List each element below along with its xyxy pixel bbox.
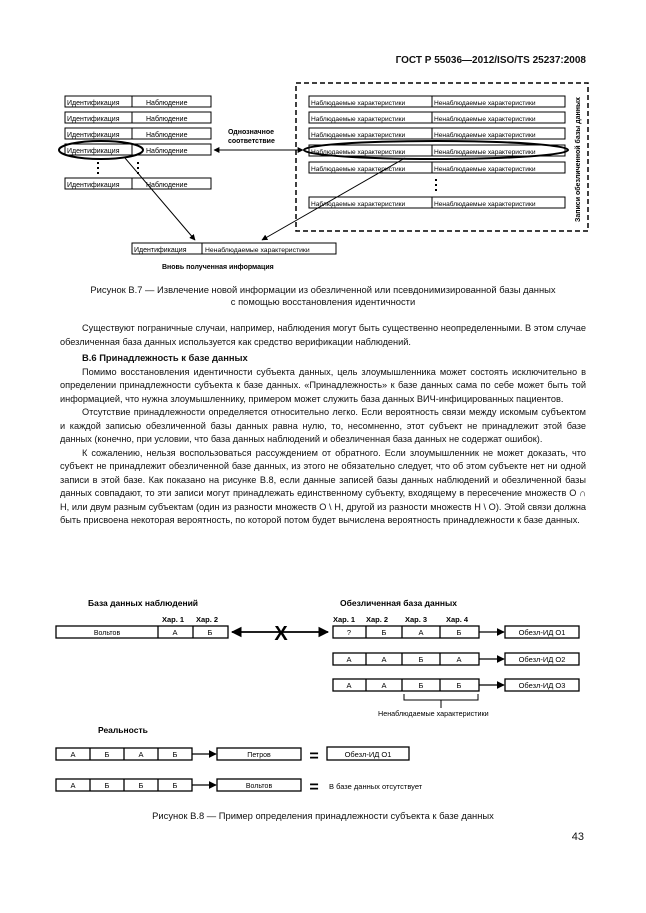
right-header-2: Хар. 2 [366,615,389,624]
section-heading-b6: B.6 Принадлежность к базе данных [82,352,248,363]
figure-b8-anon-rows-1-cells-1: А [381,655,387,664]
figure-b7-unobserved: Ненаблюдаемые характеристики [434,166,536,173]
unobserved-label: Ненаблюдаемые характеристики [378,709,489,718]
anon-row-1 [333,626,579,638]
figure-b7-caption-line1: Рисунок B.7 — Извлечение новой информации из обезличенной или псевдонимизированной базы данных [90,284,556,295]
right-header-1: Хар. 1 [333,615,356,624]
obs-record-1 [65,96,211,107]
obs-obs-2: Наблюдение [146,116,188,123]
obs-record-5 [65,178,211,189]
anon-row-1-id: Обезл-ИД О1 [518,628,566,637]
observation-db-records [65,96,211,189]
figure-b7-caption [60,284,586,308]
arrow-left-to-new [125,158,195,240]
figure-b8-result-rows-0-cells-3: Б [172,750,178,759]
result-row-2 [56,779,423,796]
figure-b8-anon-rows-1-cells-3: А [456,655,462,664]
left-header-1: Хар. 1 [162,615,185,624]
figure-b8-result-rows-0-cells-0: А [70,750,76,759]
figure-b7-observed: Наблюдаемые характеристики [311,166,406,173]
unobserved-brace [404,694,478,708]
anon-record-6 [309,197,565,208]
new-info-record [132,243,336,254]
body-text [60,322,586,528]
obs-record-2 [65,112,211,123]
obs-ident-3: Идентификация [67,132,120,139]
anon-record-5 [309,162,565,173]
figure-b8-anon-rows-1-cells-2: Б [418,655,424,664]
left-header-2: Хар. 2 [196,615,219,624]
figure-b8-result-rows-1-cells-2: Б [138,781,144,790]
obs-ident-2: Идентификация [67,116,120,123]
figure-b7-ident: Идентификация [134,247,187,254]
page-number: 43 [571,831,584,843]
anon-db-title: Обезличенная база данных [340,598,457,608]
figure-b7-observed: Наблюдаемые характеристики [311,132,406,139]
figure-b8-result-rows-1-cells-1: Б [104,781,110,790]
figure-b8-anon-rows-2-cells-2: Б [418,681,424,690]
obs-dots [97,162,139,174]
right-header-3: Хар. 3 [405,615,428,624]
paragraph-1: Существуют пограничные случаи, например, наблюдения могут быть существенно неопределенными. В этом случае обезличенная база данных используется как средство верификации наблюдений. [60,323,586,347]
anon-row-3-id: Обезл-ИД О3 [518,681,566,690]
reality-title: Реальность [98,725,148,735]
obs-row-name: Вольтов [93,630,121,637]
figure-b7-unobserved: Ненаблюдаемые характеристики [434,149,536,156]
figure-b8-result-rows-1-cells-3: Б [172,781,178,790]
obs-ident-5: Идентификация [67,182,120,189]
figure-b8-anon-rows-0-cells-2: А [418,628,424,637]
figure-b8-anon-rows-2-cells-0: А [346,681,352,690]
result-row-2-result: В базе данных отсутствует [329,782,423,791]
anon-row-3 [333,679,579,691]
anon-record-2 [309,112,565,123]
paragraph-3: Отсутствие принадлежности определяется относительно легко. Если вероятность связи между искомым субъектом и каждой записью обезличенной базы данных равна нулю, то, несомненно, этот субъект не принадлежит этой базе данных (конечно, при условии, что база данных наблюдений и обезличенная база данных не содержат ошибок). [60,407,586,444]
figure-b7-caption-line2: с помощью восстановления идентичности [230,296,416,307]
obs-obs-1: Наблюдение [146,100,188,107]
figure-b8-anon-rows-0-cells-3: Б [456,628,462,637]
cross-mark: X [274,623,288,645]
figure-b7-unobserved: Ненаблюдаемые характеристики [434,100,536,107]
figure-b7-observed: Наблюдаемые характеристики [311,100,406,107]
paragraph-2: Помимо восстановления идентичности субъекта данных, цель злоумышленника может состоять исключительно в определении принадлежности субъекта к базе данных. «Принадлежность» к базе данных сама по себе может быть той информацией, что нужна злоумышленнику, примером может служить база данных ВИЧ-инфицированных пациентов. [60,366,586,404]
document-header: ГОСТ Р 55036—2012/ISO/TS 25237:2008 [395,55,586,66]
figure-b8-anon-rows-0-cells-0: ? [346,628,352,637]
figure-b7-new-unobserved: Ненаблюдаемые характеристики [205,247,310,254]
figure-b8-anon-rows-2-cells-1: А [381,681,387,690]
figure-b8-result-rows-0-cells-2: А [138,750,144,759]
obs-row-cell-1: А [172,628,178,637]
figure-b7-observed: Наблюдаемые характеристики [311,149,406,156]
obs-ident-1: Идентификация [67,100,120,107]
obs-db-title: База данных наблюдений [88,598,199,608]
anon-record-1 [309,96,565,107]
figure-b8-anon-rows-1-cells-0: А [346,655,352,664]
figure-b8-caption: Рисунок B.8 — Пример определения принадлежности субъекта к базе данных [152,810,494,821]
figure-b8-anon-rows-0-cells-1: Б [381,628,387,637]
anon-record-3 [309,128,565,139]
right-header-4: Хар. 4 [446,615,469,624]
figure-b7-observed: Наблюдаемые характеристики [311,116,406,123]
figure-b7-unobserved: Ненаблюдаемые характеристики [434,201,536,208]
figure-b8-anon-rows-2-cells-3: Б [456,681,462,690]
obs-obs-3: Наблюдение [146,132,188,139]
result-row-1-name: Петров [247,752,271,759]
result-row-1 [56,747,409,765]
anon-dots [435,179,437,191]
paragraph-4: К сожалению, нельзя воспользоваться рассуждением от обратного. Если злоумышленник не может доказать, что субъект не принадлежит обезличенной базе данных, из этого не обязательно следует, что об этом субъекте нет ни одной записи в этой базе. Как показано на рисунке B.8, если данные записей базы данных наблюдений и обезличенной базы данных совпадают, то эти записи могут принадлежать единственному субъекту, входящему в пересечение множеств O ∩ H, или двум разным субъектам (один из разности множеств O \ H, другой из разности множеств H \ O). Этой связи должна быть присвоена некоторая вероятность, по которой потом будет вычислена вероятность принадлежности к базе данных. [60,447,586,525]
figure-b8-diagram [0,590,646,800]
obs-obs-5: Наблюдение [146,182,188,189]
obs-obs-4: Наблюдение [146,148,188,155]
result-row-2-name: Вольтов [245,783,273,790]
new-info-label: Вновь полученная информация [162,264,274,271]
figure-b7-unobserved: Ненаблюдаемые характеристики [434,116,536,123]
obs-record-3 [65,128,211,139]
anon-row-2 [333,653,579,665]
figure-b7-observed: Наблюдаемые характеристики [311,201,406,208]
obs-ident-4: Идентификация [67,148,120,155]
figure-b8-result-rows-0-cells-1: Б [104,750,110,759]
obs-row [56,626,228,638]
equals-2: = [309,779,319,796]
anon-record-4 [309,145,565,156]
one-to-one-line1: Однозначное [228,129,275,136]
anon-row-2-id: Обезл-ИД О2 [518,655,566,664]
equals-1: = [309,748,319,765]
figure-b7-unobserved: Ненаблюдаемые характеристики [434,132,536,139]
result-row-1-result: Обезл-ИД О1 [344,750,392,759]
obs-row-cell-2: Б [207,628,213,637]
figure-b8-result-rows-1-cells-0: А [70,781,76,790]
figure-b7-diagram [0,75,646,355]
one-to-one-line2: соответствие [228,138,275,145]
anon-db-side-label: Записи обезличенной базы данных [575,97,582,222]
